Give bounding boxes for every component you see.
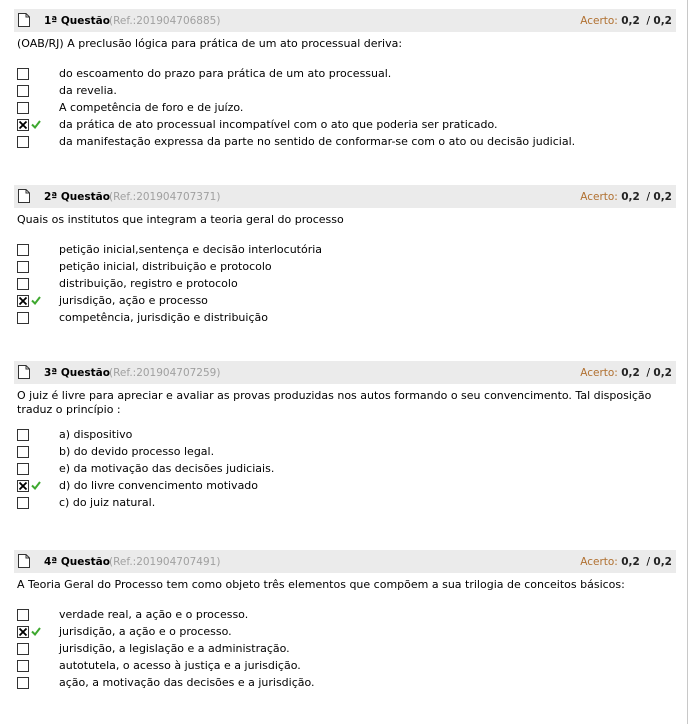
- option-checkbox-checked[interactable]: [17, 480, 29, 492]
- correct-check-icon: [31, 119, 41, 132]
- options-list: [14, 243, 676, 328]
- score-max: 0,2: [653, 556, 672, 568]
- question-stem: A Teoria Geral do Processo tem como objeto três elementos que compõem a sua trilogia de conceitos básicos:: [17, 578, 625, 591]
- options-list: [14, 67, 676, 152]
- question-1: [14, 9, 676, 152]
- option-b[interactable]: [14, 625, 676, 642]
- question-stem: Quais os institutos que integram a teoria geral do processo: [17, 213, 344, 226]
- option-text: jurisdição, a ação e o processo.: [59, 625, 232, 638]
- question-ref: (Ref.:201904707259): [109, 367, 221, 379]
- option-text: jurisdição, a legislação e a administração.: [59, 642, 290, 655]
- option-checkbox[interactable]: [17, 278, 29, 290]
- option-text: d) do livre convencimento motivado: [59, 479, 259, 492]
- question-score: [580, 191, 672, 203]
- option-checkbox[interactable]: [17, 136, 29, 148]
- question-4: [14, 550, 676, 693]
- option-a[interactable]: [14, 67, 676, 84]
- score-label: Acerto:: [580, 556, 618, 568]
- option-text: e) da motivação das decisões judiciais.: [59, 462, 275, 475]
- correct-check-icon: [31, 626, 41, 639]
- option-checkbox[interactable]: [17, 609, 29, 621]
- score-max: 0,2: [653, 191, 672, 203]
- question-3: [14, 361, 676, 513]
- question-header: [14, 185, 676, 208]
- option-d[interactable]: [14, 118, 676, 135]
- option-d[interactable]: [14, 659, 676, 676]
- question-number: 2ª Questão: [44, 191, 110, 203]
- question-number: 3ª Questão: [44, 367, 110, 379]
- option-checkbox[interactable]: [17, 446, 29, 458]
- option-text: verdade real, a ação e o processo.: [59, 608, 249, 621]
- score-separator: /: [646, 191, 651, 203]
- option-checkbox[interactable]: [17, 677, 29, 689]
- score-value: 0,2: [621, 367, 640, 379]
- option-checkbox-checked[interactable]: [17, 119, 29, 131]
- option-e[interactable]: [14, 135, 676, 152]
- option-text: distribuição, registro e protocolo: [59, 277, 238, 290]
- score-value: 0,2: [621, 191, 640, 203]
- option-c[interactable]: [14, 462, 676, 479]
- score-label: Acerto:: [580, 367, 618, 379]
- document-icon: [18, 189, 30, 203]
- score-separator: /: [646, 15, 651, 27]
- score-separator: /: [646, 367, 651, 379]
- option-text: competência, jurisdição e distribuição: [59, 311, 268, 324]
- question-score: [580, 367, 672, 379]
- option-checkbox[interactable]: [17, 429, 29, 441]
- option-c[interactable]: [14, 642, 676, 659]
- score-value: 0,2: [621, 15, 640, 27]
- options-list: [14, 608, 676, 693]
- option-checkbox[interactable]: [17, 68, 29, 80]
- option-e[interactable]: [14, 311, 676, 328]
- option-text: jurisdição, ação e processo: [59, 294, 208, 307]
- score-max: 0,2: [653, 367, 672, 379]
- document-icon: [18, 554, 30, 568]
- document-icon: [18, 365, 30, 379]
- question-number: 4ª Questão: [44, 556, 110, 568]
- option-text: a) dispositivo: [59, 428, 133, 441]
- option-checkbox-checked[interactable]: [17, 295, 29, 307]
- option-d[interactable]: [14, 294, 676, 311]
- score-value: 0,2: [621, 556, 640, 568]
- option-checkbox[interactable]: [17, 102, 29, 114]
- score-max: 0,2: [653, 15, 672, 27]
- question-ref: (Ref.:201904707491): [109, 556, 221, 568]
- document-icon: [18, 13, 30, 27]
- question-ref: (Ref.:201904706885): [109, 15, 221, 27]
- option-c[interactable]: [14, 277, 676, 294]
- question-stem: (OAB/RJ) A preclusão lógica para prática de um ato processual deriva:: [17, 37, 403, 50]
- option-text: do escoamento do prazo para prática de um ato processual.: [59, 67, 392, 80]
- question-header: [14, 550, 676, 573]
- option-checkbox-checked[interactable]: [17, 626, 29, 638]
- score-label: Acerto:: [580, 15, 618, 27]
- option-text: b) do devido processo legal.: [59, 445, 215, 458]
- option-d[interactable]: [14, 479, 676, 496]
- option-text: c) do juiz natural.: [59, 496, 156, 509]
- option-b[interactable]: [14, 445, 676, 462]
- question-number: 1ª Questão: [44, 15, 110, 27]
- option-checkbox[interactable]: [17, 261, 29, 273]
- option-b[interactable]: [14, 84, 676, 101]
- option-b[interactable]: [14, 260, 676, 277]
- question-2: [14, 185, 676, 328]
- question-ref: (Ref.:201904707371): [109, 191, 221, 203]
- option-checkbox[interactable]: [17, 643, 29, 655]
- option-a[interactable]: [14, 428, 676, 445]
- option-text: da manifestação expressa da parte no sentido de conformar-se com o ato ou decisão judicial.: [59, 135, 576, 148]
- option-text: da revelia.: [59, 84, 117, 97]
- option-e[interactable]: [14, 496, 676, 513]
- option-checkbox[interactable]: [17, 244, 29, 256]
- question-stem: O juiz é livre para apreciar e avaliar as provas produzidas nos autos formando o seu convencimento. Tal disposição traduz o princípio :: [17, 389, 652, 416]
- score-separator: /: [646, 556, 651, 568]
- option-c[interactable]: [14, 101, 676, 118]
- question-score: [580, 15, 672, 27]
- option-checkbox[interactable]: [17, 660, 29, 672]
- option-a[interactable]: [14, 608, 676, 625]
- option-a[interactable]: [14, 243, 676, 260]
- option-e[interactable]: [14, 676, 676, 693]
- question-header: [14, 361, 676, 384]
- score-label: Acerto:: [580, 191, 618, 203]
- option-checkbox[interactable]: [17, 312, 29, 324]
- question-header: [14, 9, 676, 32]
- option-text: da prática de ato processual incompatível com o ato que poderia ser praticado.: [59, 118, 498, 131]
- option-checkbox[interactable]: [17, 497, 29, 509]
- option-text: petição inicial, distribuição e protocolo: [59, 260, 272, 273]
- option-checkbox[interactable]: [17, 85, 29, 97]
- option-text: autotutela, o acesso à justiça e a jurisdição.: [59, 659, 301, 672]
- question-score: [580, 556, 672, 568]
- option-text: petição inicial,sentença e decisão interlocutória: [59, 243, 323, 256]
- options-list: [14, 428, 676, 513]
- correct-check-icon: [31, 480, 41, 493]
- option-text: A competência de foro e de juízo.: [59, 101, 244, 114]
- option-checkbox[interactable]: [17, 463, 29, 475]
- correct-check-icon: [31, 295, 41, 308]
- option-text: ação, a motivação das decisões e a jurisdição.: [59, 676, 315, 689]
